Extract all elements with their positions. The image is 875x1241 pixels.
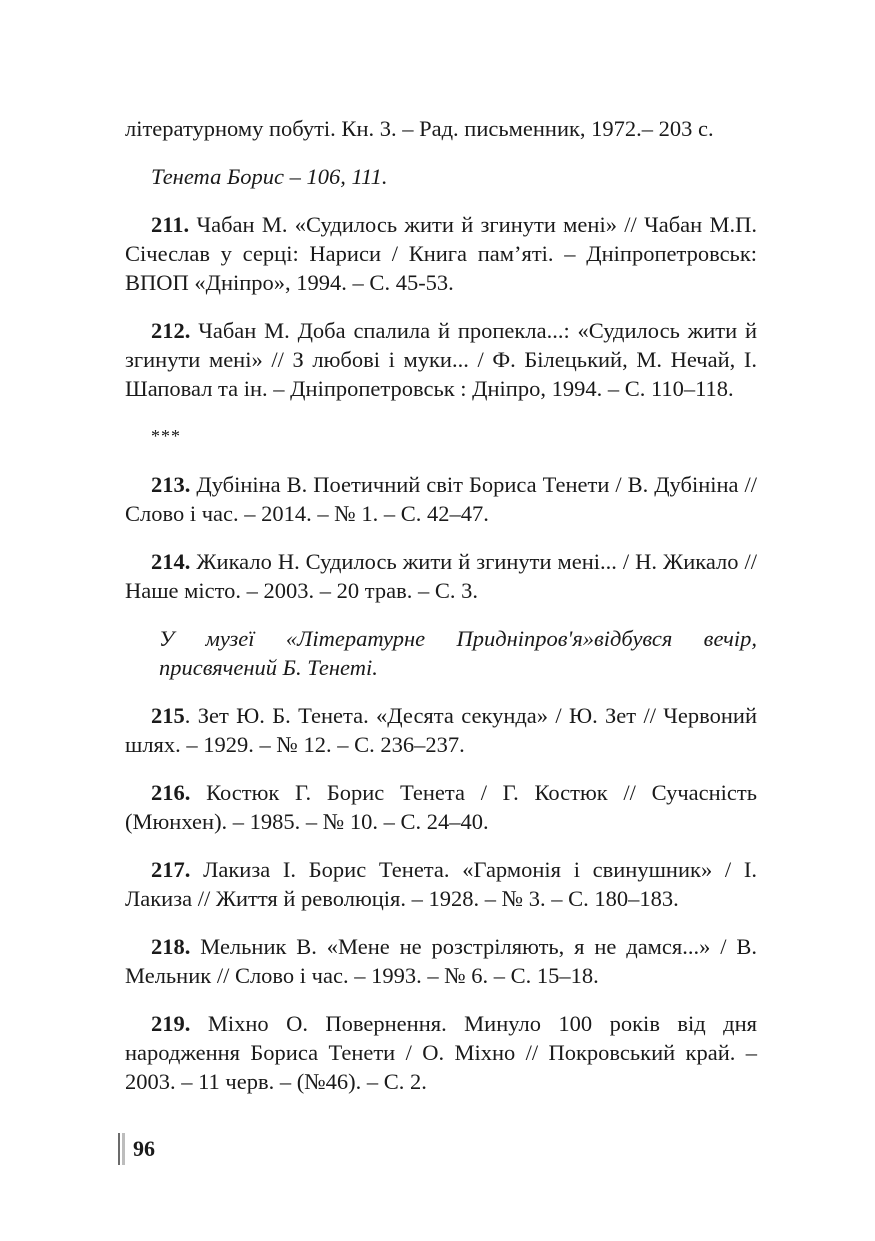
- entry-number: 211.: [151, 212, 190, 237]
- entry-218: [125, 932, 757, 990]
- page-number: 96: [133, 1136, 155, 1161]
- entry-number: 216.: [151, 780, 191, 805]
- entry-214: [125, 547, 757, 605]
- entry-number: 215: [151, 703, 185, 728]
- entry-number: 214.: [151, 549, 191, 574]
- bibliography-text: [125, 114, 757, 1115]
- entry-text: Жикало Н. Судилось жити й згинути мені... / Н. Жикало // Наше місто. – 2003. – 20 трав. – С. 3.: [125, 549, 757, 603]
- entry-text: Мельник В. «Мене не розстріляють, я не дамся...» / В. Мельник // Слово і час. – 1993. – № 6. – С. 15–18.: [125, 934, 757, 988]
- entry-text: . Зет Ю. Б. Тенета. «Десята секунда» / Ю. Зет // Червоний шлях. – 1929. – № 12. – С. 236–237.: [125, 703, 757, 757]
- entry-text: Міхно О. Повернення. Минуло 100 років від дня народження Бориса Тенети / О. Міхно // Покровський край. – 2003. – 11 черв. – (№46). – С. 2.: [125, 1011, 757, 1094]
- entry-text: Лакиза І. Борис Тенета. «Гармонія і свинушник» / І. Лакиза // Життя й революція. – 1928. – № 3. – С. 180–183.: [125, 857, 757, 911]
- entry-number: 213.: [151, 472, 191, 497]
- entry-number: 219.: [151, 1011, 191, 1036]
- entry-text: Чабан М. Доба спалила й пропекла...: «Судилось жити й згинути мені» // З любові і муки... / Ф. Білецький, М. Нечай, І. Шаповал та ін. – Дніпропетровськ : Дніпро, 1994. – С. 110–118.: [125, 318, 757, 401]
- entry-number: 212.: [151, 318, 191, 343]
- footer-rule-shadow: [122, 1133, 125, 1165]
- entry-212: [125, 316, 757, 403]
- entry-annotation: У музеї «Літературне Придніпров'я»відбувся вечір, присвячений Б. Тенеті.: [159, 626, 757, 680]
- section-heading: Тенета Борис – 106, 111.: [151, 164, 388, 189]
- entry-219: [125, 1009, 757, 1096]
- entry-216: [125, 778, 757, 836]
- entry-text: Дубініна В. Поетичний світ Бориса Тенети / В. Дубініна // Слово і час. – 2014. – № 1. – С. 42–47.: [125, 472, 757, 526]
- entry-215: [125, 701, 757, 759]
- section-divider: ***: [151, 426, 181, 446]
- entry-text: Чабан М. «Судилось жити й згинути мені» // Чабан М.П. Січеслав у серці: Нариси / Книга пам’яті. – Дніпропетровськ: ВПОП «Дніпро», 1994. – С. 45-53.: [125, 212, 757, 295]
- entry-number: 218.: [151, 934, 191, 959]
- continued-entry: літературному побуті. Кн. 3. – Рад. письменник, 1972.– 203 с.: [125, 116, 714, 141]
- entry-text: Костюк Г. Борис Тенета / Г. Костюк // Сучасність (Мюнхен). – 1985. – № 10. – С. 24–40.: [125, 780, 757, 834]
- page-footer: [118, 1133, 155, 1165]
- entry-213: [125, 470, 757, 528]
- entry-number: 217.: [151, 857, 191, 882]
- entry-211: [125, 210, 757, 297]
- entry-217: [125, 855, 757, 913]
- footer-rule: [118, 1133, 120, 1165]
